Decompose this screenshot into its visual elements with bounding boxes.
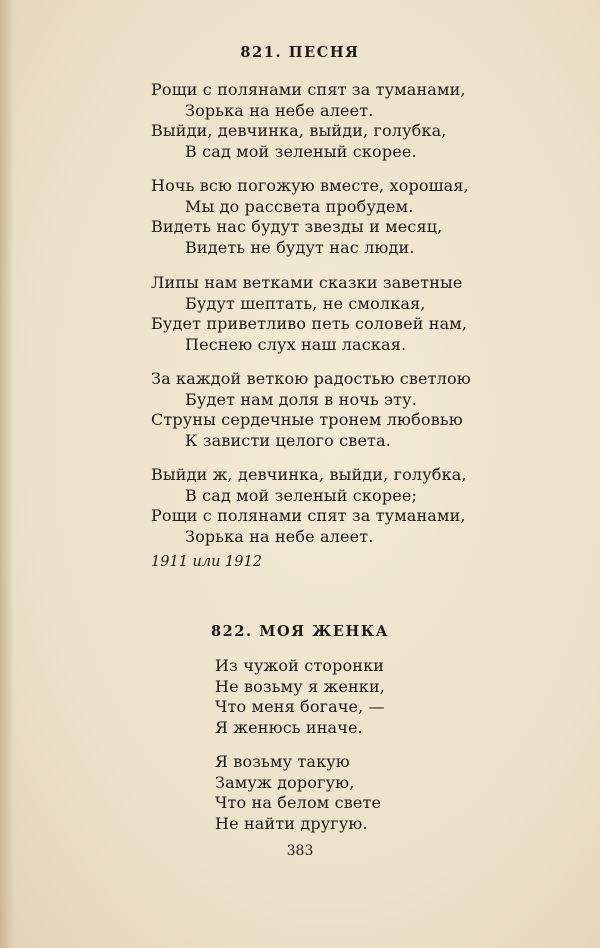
verse-line: Зорька на небе алеет. xyxy=(185,100,374,120)
verse-line: Будет приветливо петь соловей нам, xyxy=(151,314,468,333)
verse-line: Замуж дорогую, xyxy=(215,772,355,792)
verse-line: Видеть не будут нас люди. xyxy=(185,237,415,257)
verse-line: Песнею слух наш лаская. xyxy=(185,334,407,354)
verse-line: К зависти целого света. xyxy=(185,430,391,450)
verse-line: Мы до рассвета пробудем. xyxy=(185,196,414,216)
verse-line: Будет нам доля в ночь эту. xyxy=(185,389,417,409)
poem-stanza xyxy=(151,465,467,547)
poem-stanza xyxy=(215,656,385,738)
verse-line: За каждой веткою радостью светлою xyxy=(151,369,471,388)
page-binding-shadow xyxy=(0,0,14,948)
verse-line: Зорька на небе алеет. xyxy=(185,526,374,546)
verse-line: Из чужой сторонки xyxy=(215,656,385,675)
poem-stanza xyxy=(151,176,469,258)
verse-line: Липы нам ветками сказки заветные xyxy=(151,273,463,292)
poem-title: 821. ПЕСНЯ xyxy=(240,44,360,61)
poem-stanza xyxy=(151,80,466,162)
verse-line: Будут шептать, не смолкая, xyxy=(185,293,426,313)
verse-line: Выйди, девчинка, выйди, голубка, xyxy=(151,121,447,140)
verse-line: Видеть нас будут звезды и месяц, xyxy=(151,217,443,236)
verse-line: Ночь всю погожую вместе, хорошая, xyxy=(151,176,469,195)
verse-line: Не возьму я женки, xyxy=(215,676,386,696)
verse-line: В сад мой зеленый скорее; xyxy=(185,485,417,505)
poem-stanza xyxy=(151,369,471,451)
verse-line: Что меня богаче, — xyxy=(215,697,385,716)
poem-date: 1911 или 1912 xyxy=(151,554,262,570)
verse-line: Струны сердечные тронем любовью xyxy=(151,410,463,429)
verse-line: Не найти другую. xyxy=(215,813,368,833)
verse-line: Выйди ж, девчинка, выйди, голубка, xyxy=(151,465,467,484)
page-number: 383 xyxy=(286,843,314,859)
verse-line: В сад мой зеленый скорее. xyxy=(185,141,417,161)
verse-line: Я женюсь иначе. xyxy=(215,717,363,737)
poem-stanza xyxy=(151,273,467,355)
poem-stanza xyxy=(215,752,381,834)
verse-line: Рощи с полянами спят за туманами, xyxy=(151,80,466,99)
verse-line: Рощи с полянами спят за туманами, xyxy=(151,506,466,525)
poem-title: 822. МОЯ ЖЕНКА xyxy=(210,623,390,640)
verse-line: Что на белом свете xyxy=(215,793,382,812)
verse-line: Я возьму такую xyxy=(215,752,350,771)
